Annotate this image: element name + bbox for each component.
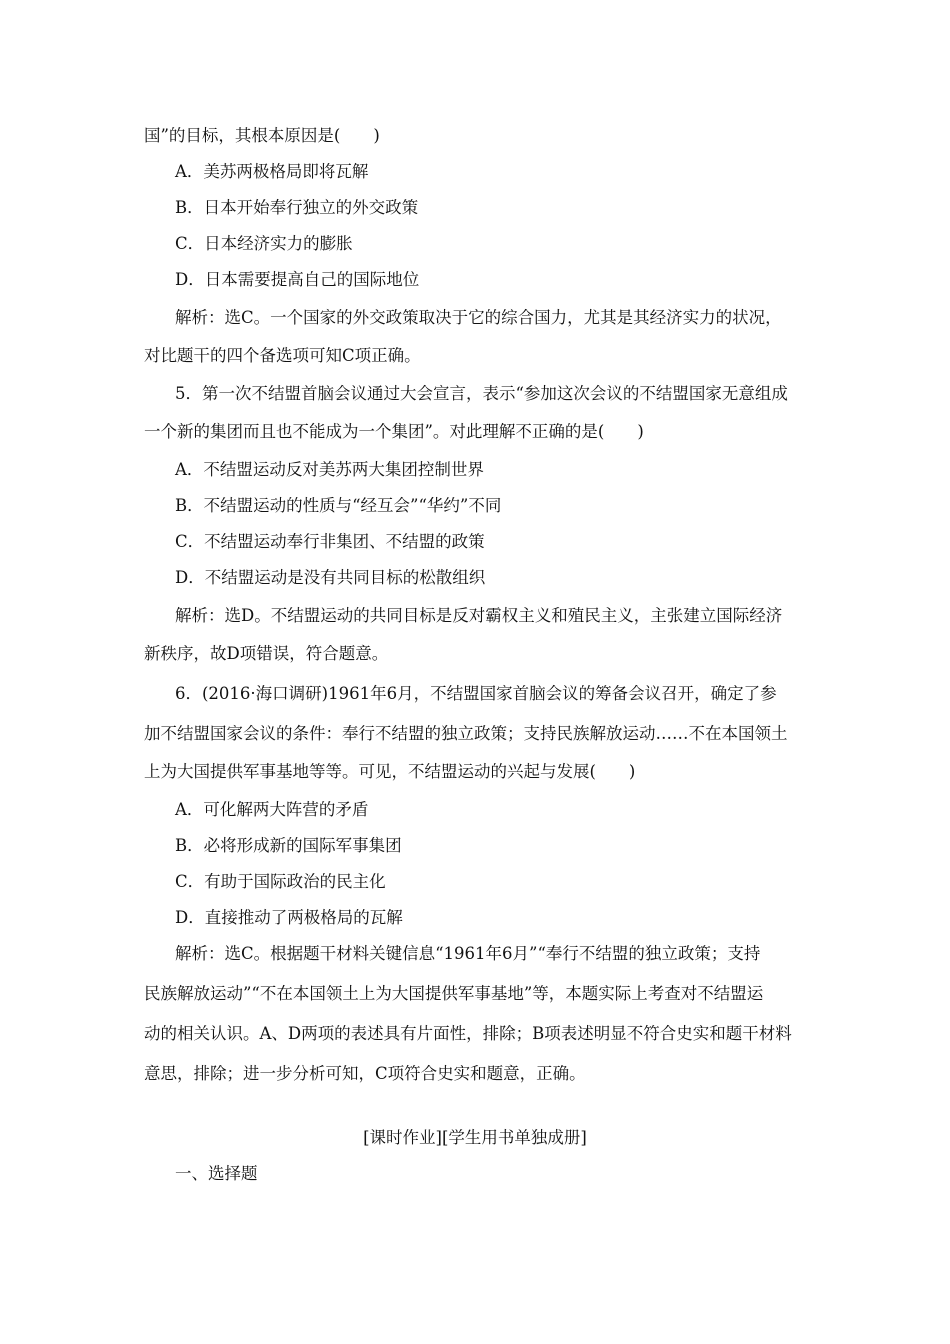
q5-option-a: A．不结盟运动反对美苏两大集团控制世界 — [175, 460, 484, 479]
q5-analysis-line-1: 解析：选D。不结盟运动的共同目标是反对霸权主义和殖民主义，主张建立国际经济 — [175, 606, 783, 625]
q4-analysis-line-1: 解析：选C。一个国家的外交政策取决于它的综合国力，尤其是其经济实力的状况， — [175, 308, 782, 327]
question-6-stem-line-3: 上为大国提供军事基地等等。可见，不结盟运动的兴起与发展( ) — [144, 762, 636, 781]
q6-option-c: C．有助于国际政治的民主化 — [175, 872, 386, 891]
q4-analysis-line-2: 对比题干的四个备选项可知C项正确。 — [144, 346, 421, 365]
q6-analysis-line-2: 民族解放运动”“不在本国领土上为大国提供军事基地”等，本题实际上考查对不结盟运 — [144, 984, 764, 1003]
q4-option-d: D．日本需要提高自己的国际地位 — [175, 270, 420, 289]
q6-analysis-line-1: 解析：选C。根据题干材料关键信息“1961年6月”“奉行不结盟的独立政策；支持 — [175, 944, 761, 963]
q6-option-b: B．必将形成新的国际军事集团 — [175, 836, 402, 855]
question-4-stem-end: 国”的目标，其根本原因是( ) — [144, 126, 380, 145]
q4-option-c: C．日本经济实力的膨胀 — [175, 234, 353, 253]
q4-option-b: B．日本开始奉行独立的外交政策 — [175, 198, 419, 217]
q6-analysis-line-3: 动的相关认识。A、D两项的表述具有片面性，排除；B项表述明显不符合史实和题干材料 — [144, 1024, 792, 1043]
section-header: [课时作业][学生用书单独成册] — [363, 1128, 587, 1147]
q6-option-d: D．直接推动了两极格局的瓦解 — [175, 908, 403, 927]
q5-analysis-line-2: 新秩序，故D项错误，符合题意。 — [144, 644, 389, 663]
q5-option-b: B．不结盟运动的性质与“经互会”“华约”不同 — [175, 496, 502, 515]
q5-option-c: C．不结盟运动奉行非集团、不结盟的政策 — [175, 532, 485, 551]
q6-analysis-line-4: 意思，排除；进一步分析可知，C项符合史实和题意，正确。 — [144, 1064, 586, 1083]
question-5-stem-line-1: 5．第一次不结盟首脑会议通过大会宣言，表示“参加这次会议的不结盟国家无意组成 — [175, 384, 788, 403]
question-6-stem-line-1: 6．(2016·海口调研)1961年6月，不结盟国家首脑会议的筹备会议召开，确定了参 — [175, 684, 777, 703]
question-5-stem-line-2: 一个新的集团而且也不能成为一个集团”。对此理解不正确的是( ) — [144, 422, 644, 441]
q6-option-a: A．可化解两大阵营的矛盾 — [175, 800, 369, 819]
q4-option-a: A．美苏两极格局即将瓦解 — [175, 162, 369, 181]
q5-option-d: D．不结盟运动是没有共同目标的松散组织 — [175, 568, 486, 587]
question-6-stem-line-2: 加不结盟国家会议的条件：奉行不结盟的独立政策；支持民族解放运动……不在本国领土 — [144, 724, 788, 743]
section-title-multiple-choice: 一、选择题 — [175, 1164, 258, 1183]
